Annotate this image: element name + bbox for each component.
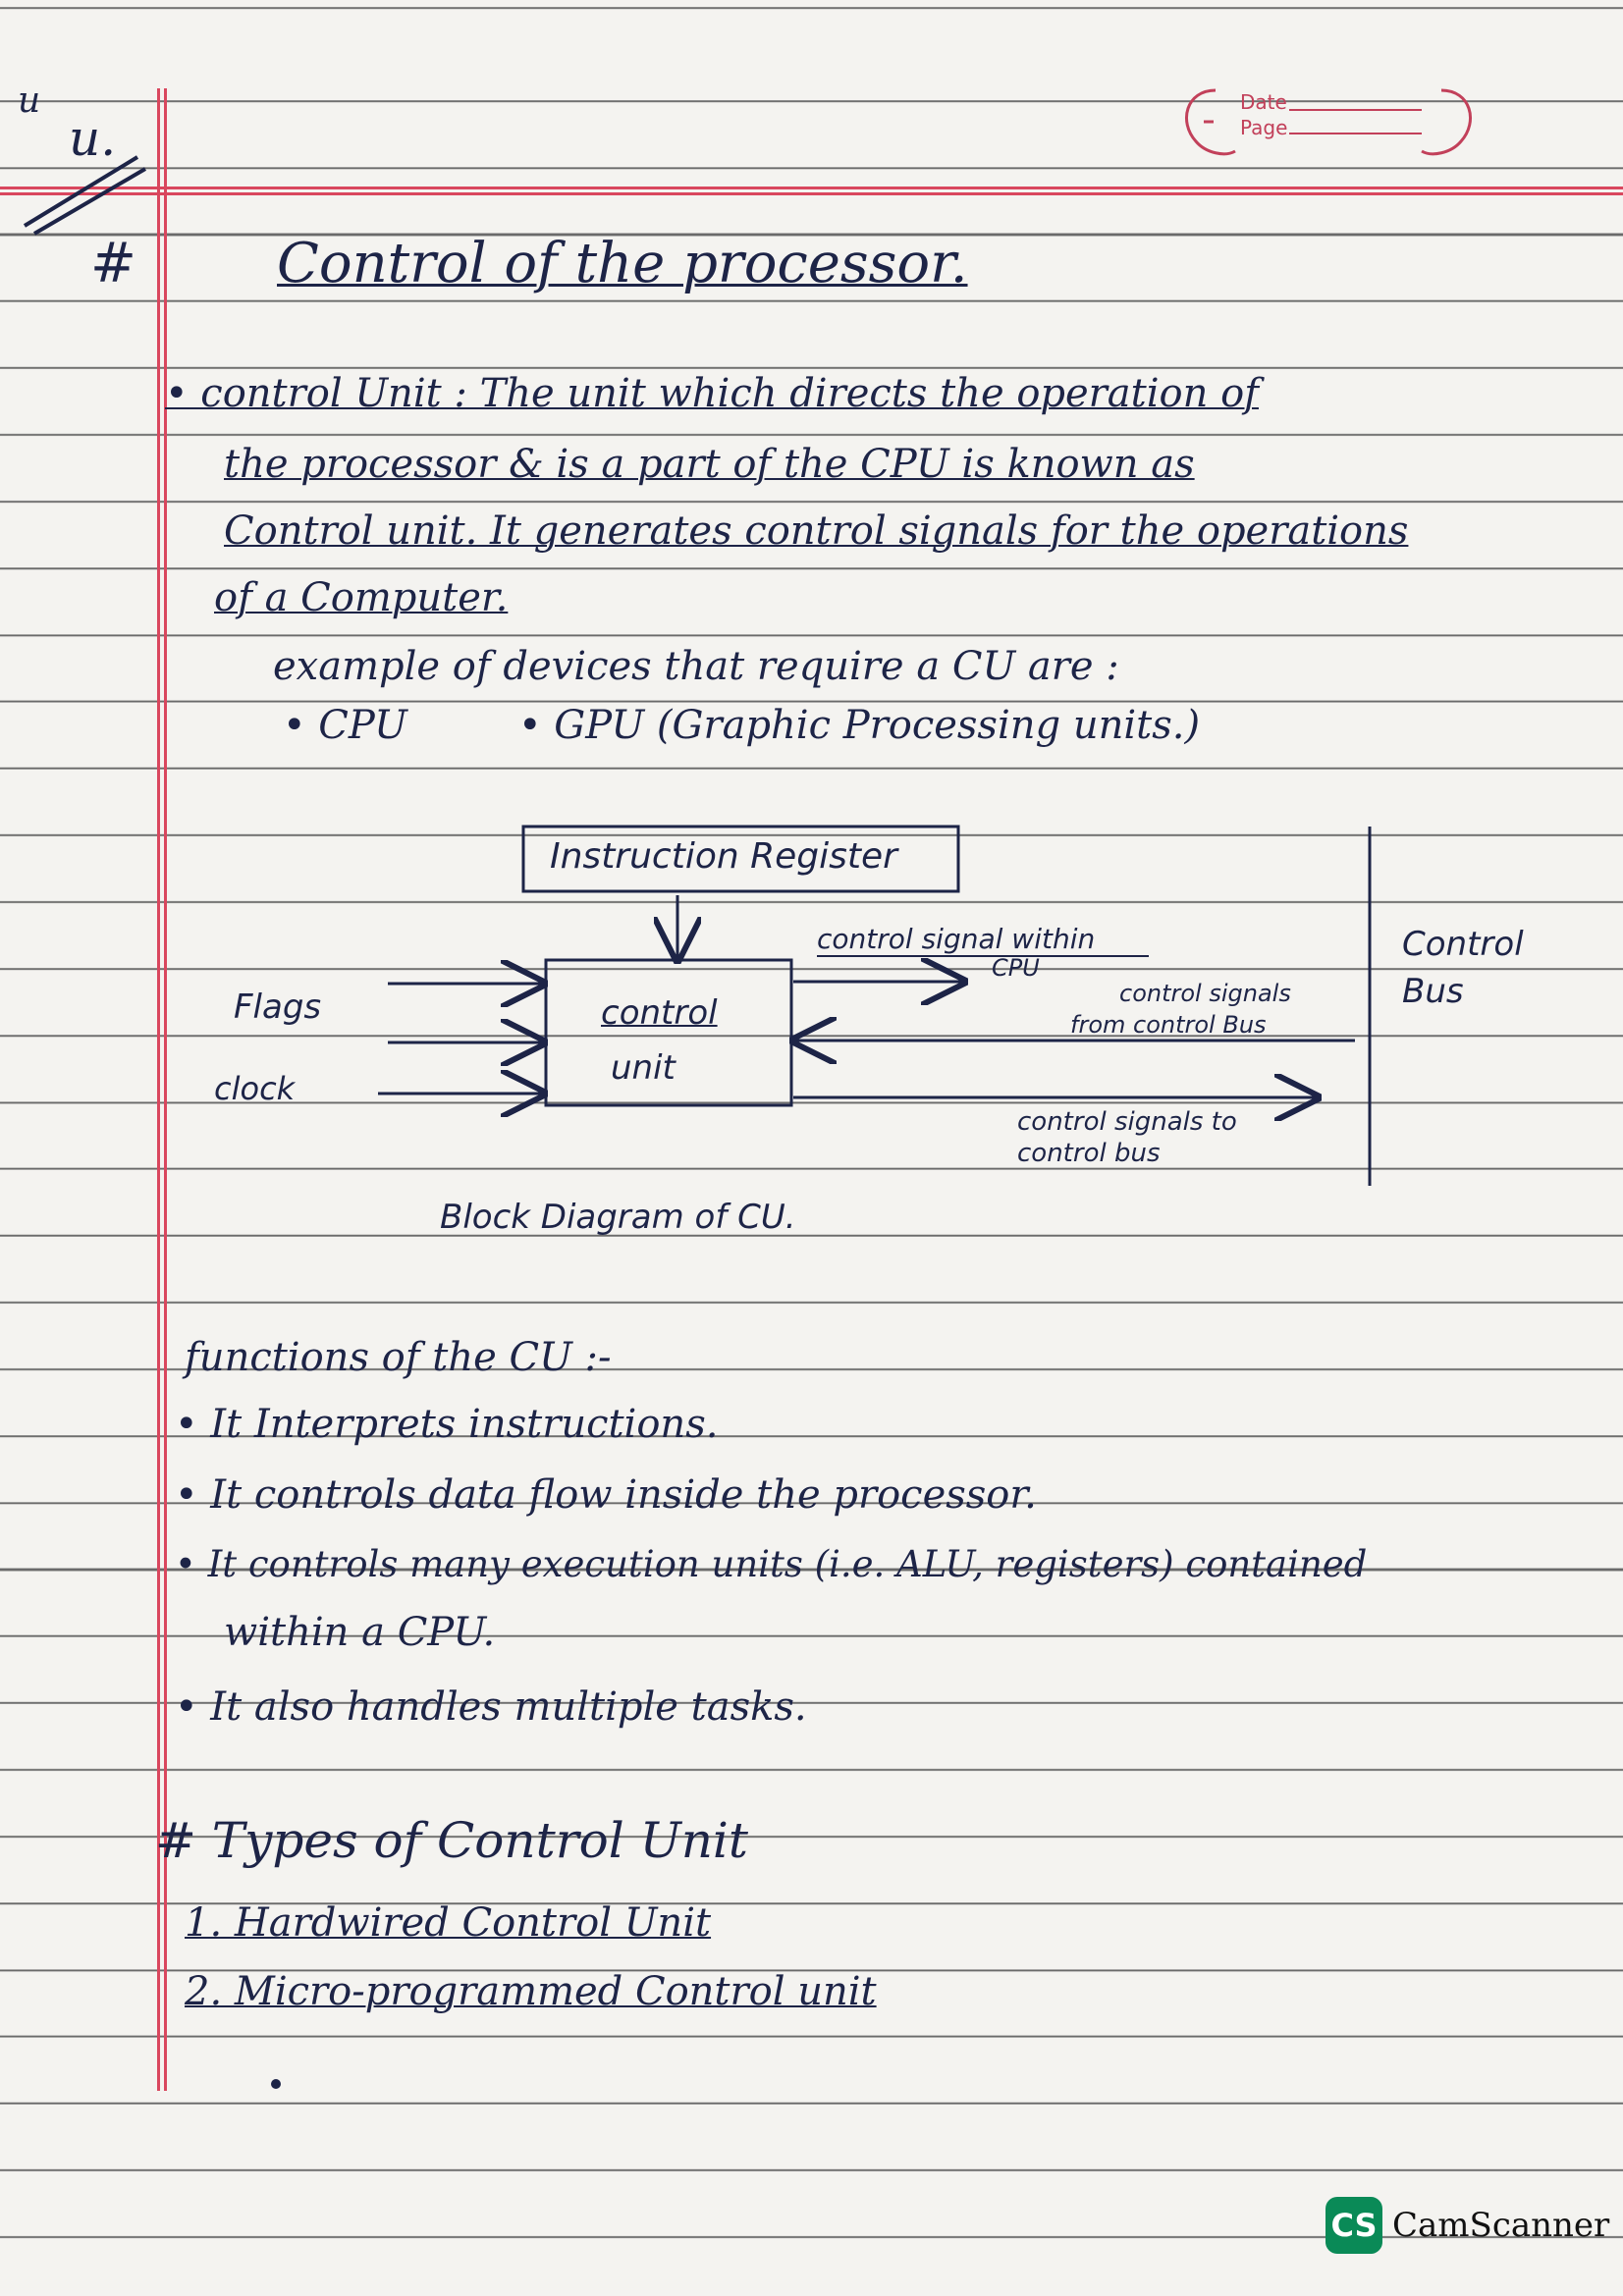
flags-label: Flags [234, 988, 322, 1027]
definition-line-2: the processor & is a part of the CPU is known as [224, 442, 1195, 487]
function-item-1: • It Interprets instructions. [175, 1402, 719, 1447]
signal-within-label-2: CPU [992, 954, 1040, 982]
signal-within-label-1: control signal within [817, 923, 1096, 955]
types-heading: # Types of Control Unit [155, 1812, 749, 1869]
title-hash: # [90, 232, 136, 295]
control-unit-label-2: unit [611, 1048, 676, 1088]
diagram-caption: Block Diagram of CU. [440, 1198, 796, 1237]
camscanner-logo-text: CamScanner [1392, 2206, 1610, 2245]
control-unit-label-1: control [601, 993, 718, 1033]
camscanner-watermark [1325, 2197, 1609, 2254]
instruction-register-label: Instruction Register [550, 836, 897, 877]
control-bus-label-1: Control [1402, 925, 1524, 964]
function-item-2: • It controls data flow inside the processor. [175, 1472, 1037, 1518]
example-cpu: • CPU [283, 703, 407, 748]
type-item-2: 2. Micro-programmed Control unit [185, 1969, 877, 2014]
definition-line-4: of a Computer. [214, 575, 509, 620]
signals-from-label-2: from control Bus [1070, 1011, 1267, 1039]
functions-heading: functions of the CU :- [185, 1335, 612, 1380]
corner-mark-top: u [18, 80, 41, 121]
control-bus-label-2: Bus [1402, 972, 1464, 1011]
corner-mark: u. [69, 110, 117, 167]
signals-to-label-2: control bus [1017, 1139, 1161, 1168]
camscanner-logo-icon: CS [1325, 2197, 1382, 2254]
page-title: Control of the processor. [277, 232, 968, 295]
date-label: Date [1240, 90, 1287, 114]
signals-to-label-1: control signals to [1017, 1107, 1237, 1137]
signals-from-label-1: control signals [1119, 980, 1291, 1007]
example-intro: example of devices that require a CU are : [273, 644, 1119, 689]
type-item-1: 1. Hardwired Control Unit [185, 1900, 712, 1946]
example-gpu: • GPU (Graphic Processing units.) [518, 703, 1201, 748]
function-item-3: • It controls many execution units (i.e. ALU, registers) contained [175, 1543, 1368, 1585]
definition-line-1: • control Unit : The unit which directs the operation of [165, 371, 1259, 416]
definition-line-3: Control unit. It generates control signals for the operations [224, 508, 1409, 554]
function-item-4: • It also handles multiple tasks. [175, 1684, 807, 1730]
page-label: Page [1240, 116, 1288, 139]
function-item-3-continued: within a CPU. [224, 1610, 496, 1655]
ink-dot [271, 2079, 281, 2089]
clock-label: clock [214, 1070, 296, 1107]
